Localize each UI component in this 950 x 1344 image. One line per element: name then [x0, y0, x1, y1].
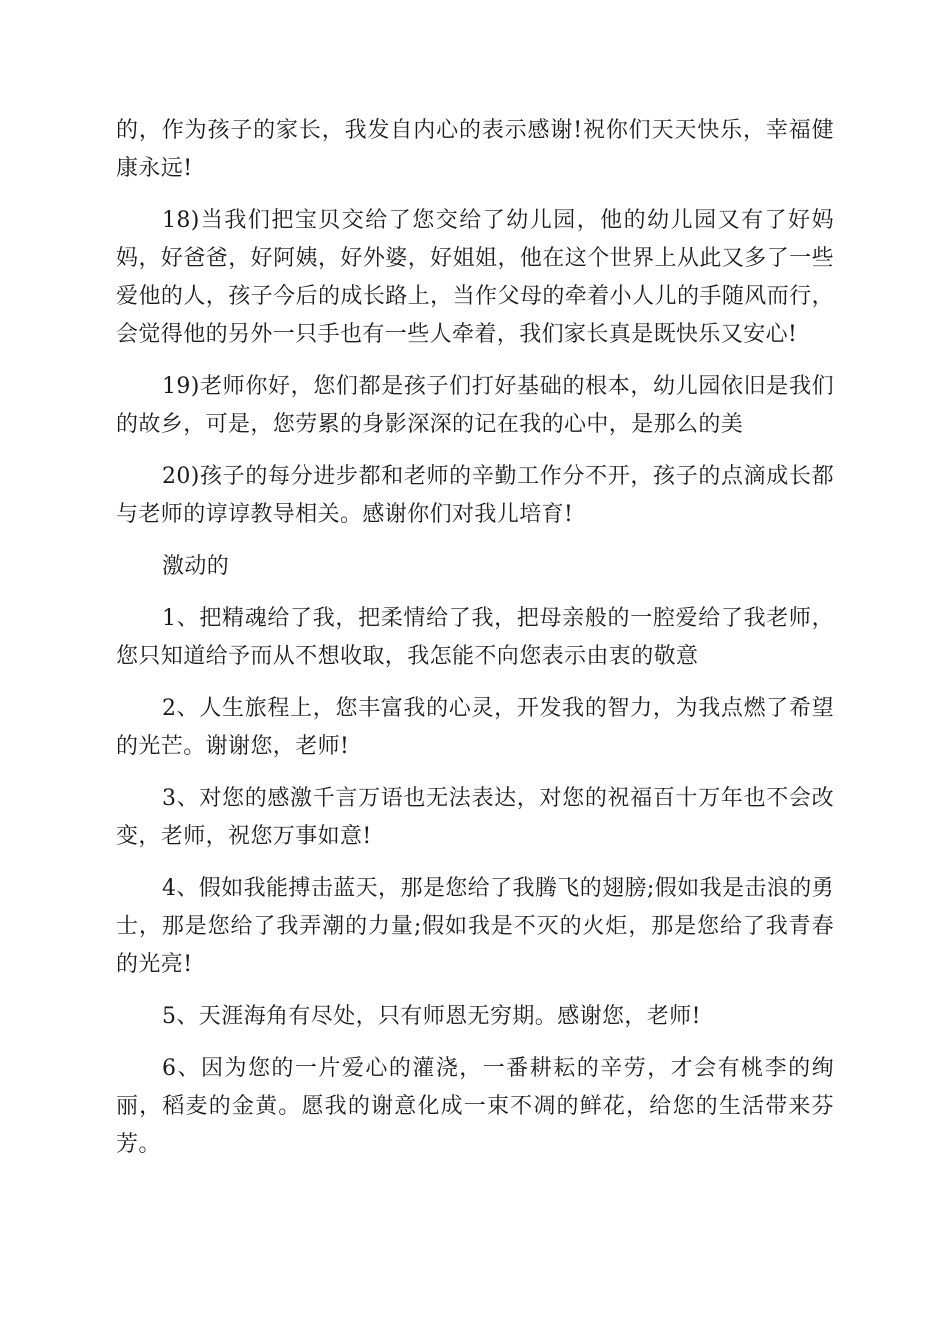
paragraph-item-6: 6、因为您的一片爱心的灌浇，一番耕耘的辛劳，才会有桃李的绚丽，稻麦的金黄。愿我的谢意化成一束不凋的鲜花，给您的生活带来芬芳。 [116, 1056, 834, 1157]
paragraph-item-4: 4、假如我能搏击蓝天，那是您给了我腾飞的翅膀;假如我是击浪的勇士，那是您给了我弄潮的力量;假如我是不灭的火炬，那是您给了我青春的光亮! [116, 876, 834, 977]
paragraph-item-2: 2、人生旅程上，您丰富我的心灵，开发我的智力，为我点燃了希望的光芒。谢谢您，老师! [116, 696, 834, 759]
paragraph-item-5: 5、天涯海角有尽处，只有师恩无穷期。感谢您，老师! [162, 1004, 701, 1029]
paragraph-item-3: 3、对您的感激千言万语也无法表达，对您的祝福百十万年也不会改变，老师，祝您万事如意! [116, 786, 834, 849]
document-body [116, 112, 834, 1178]
paragraph-item-1: 1、把精魂给了我，把柔情给了我，把母亲般的一腔爱给了我老师，您只知道给予而从不想收取，我怎能不向您表示由衷的敬意 [116, 606, 834, 669]
paragraph-continuation: 的，作为孩子的家长，我发自内心的表示感谢!祝你们天天快乐，幸福健康永远! [116, 118, 834, 181]
paragraph-item-19: 19)老师你好，您们都是孩子们打好基础的根本，幼儿园依旧是我们的故乡，可是，您劳累的身影深深的记在我的心中，是那么的美 [116, 374, 834, 437]
paragraph-item-18: 18)当我们把宝贝交给了您交给了幼儿园，他的幼儿园又有了好妈妈，好爸爸，好阿姨，好外婆，好姐姐，他在这个世界上从此又多了一些爱他的人，孩子今后的成长路上，当作父母的牵着小人儿的手随风而行，会觉得他的另外一只手也有一些人牵着，我们家长真是既快乐又安心! [116, 208, 834, 347]
paragraph-item-20: 20)孩子的每分进步都和老师的辛勤工作分不开，孩子的点滴成长都与老师的谆谆教导相关。感谢你们对我儿培育! [116, 464, 834, 527]
section-heading: 激动的 [162, 554, 230, 579]
